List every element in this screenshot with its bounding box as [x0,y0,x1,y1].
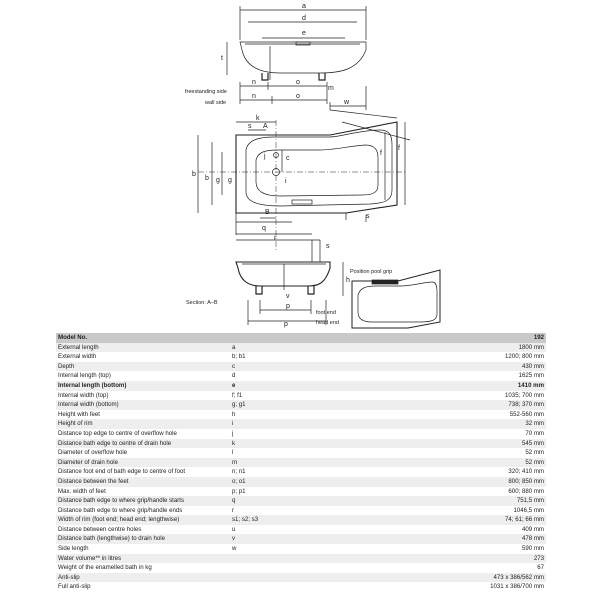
table-row [56,573,546,583]
dim-q: q [262,225,266,232]
table-row [56,371,546,381]
dim-j: j [264,153,266,160]
cell-value: 1035; 700 mm [430,391,546,401]
spec-table-body [56,333,546,592]
cell-value: 1031 x 386/700 mm [430,582,546,592]
dim-r: r [274,235,277,242]
cell-value: 74; 61; 66 mm [430,515,546,525]
dim-c: c [286,155,290,162]
cell-value: 273 [430,554,546,564]
table-row [56,467,546,477]
cell-name: Distance between the feet [56,477,230,487]
cell-value: 1625 mm [430,371,546,381]
cell-sym: g; g1 [230,400,430,410]
dim-a: a [302,3,306,10]
dim-w: w [344,99,350,106]
cell-sym [230,563,430,573]
cell-sym: k [230,439,430,449]
cell-value: 32 mm [430,419,546,429]
cell-name: Internal length (top) [56,371,230,381]
table-row [56,496,546,506]
dim-f1: f [398,145,400,152]
cell-name: External length [56,343,230,353]
dim-B: B [265,209,270,216]
table-row [56,400,546,410]
table-row [56,477,546,487]
table-row [56,391,546,401]
cell-sym: f; f1 [230,391,430,401]
cell-name: Water volume** in litres [56,554,230,564]
header-sym [230,333,430,343]
cell-value: 552-560 mm [430,410,546,420]
cell-name: Diameter of drain hole [56,458,230,468]
cell-value: 52 mm [430,448,546,458]
cell-sym: b; b1 [230,352,430,362]
cell-name: Width of rim (foot end; head end; lengthwise) [56,515,230,525]
dim-p: p [286,303,290,310]
table-row [56,343,546,353]
table-row [56,419,546,429]
dim-h: h [346,277,350,284]
dim-s3: s [326,243,330,250]
cell-name: Distance bath edge to centre of drain hole [56,439,230,449]
dim-b: b [192,171,196,178]
dim-b1: b [205,175,209,182]
cell-value: 70 mm [430,429,546,439]
dim-o1: o [296,93,300,100]
table-row [56,534,546,544]
dim-t: t [221,55,223,62]
cell-name: Internal width (bottom) [56,400,230,410]
cell-name: Distance bath edge to where grip/handle ends [56,506,230,516]
cell-sym: a [230,343,430,353]
cell-value: 800; 850 mm [430,477,546,487]
cell-value: 1410 mm [430,381,546,391]
cell-name: Distance top edge to centre of overflow hole [56,429,230,439]
cell-sym: w [230,544,430,554]
cell-value: 430 mm [430,362,546,372]
cell-sym [230,582,430,592]
cell-value: 67 [430,563,546,573]
wall-side-label: wall side [205,100,227,106]
head-end-label: head end [316,320,339,326]
dim-k: k [256,115,260,122]
cell-sym: j [230,429,430,439]
cell-value: 1046,5 mm [430,506,546,516]
cell-name: Weight of the enamelled bath in kg [56,563,230,573]
dim-g1: g [228,177,232,184]
cell-sym: o; o1 [230,477,430,487]
header-name: Model No. [56,333,230,343]
table-row [56,506,546,516]
table-row [56,563,546,573]
dim-p1: p [284,321,288,328]
cell-sym: u [230,525,430,535]
table-row [56,525,546,535]
table-header-row [56,333,546,343]
cell-sym: d [230,371,430,381]
foot-end-label: foot end [316,310,336,316]
cell-name: Distance foot end of bath edge to centre of foot [56,467,230,477]
dim-f: f [380,150,382,157]
cell-name: Internal length (bottom) [56,381,230,391]
table-row [56,381,546,391]
dim-d: d [302,15,306,22]
table-row [56,544,546,554]
cell-value: 1200; 800 mm [430,352,546,362]
table-row [56,582,546,592]
cell-name: Max. width of feet [56,487,230,497]
cell-sym: q [230,496,430,506]
cell-value: 600; 880 mm [430,487,546,497]
cell-sym: c [230,362,430,372]
table-row [56,410,546,420]
dim-m: m [328,85,334,92]
cell-name: External width [56,352,230,362]
cell-sym: p; p1 [230,487,430,497]
cell-value: 409 mm [430,525,546,535]
cell-name: Internal width (top) [56,391,230,401]
cell-name: Side length [56,544,230,554]
cell-name: Full anti-slip [56,582,230,592]
cell-sym: v [230,534,430,544]
position-pool-grip-label: Position pool grip [350,269,393,275]
table-row [56,515,546,525]
cell-name: Depth [56,362,230,372]
cell-sym: s1; s2; s3 [230,515,430,525]
dim-v: v [286,293,290,300]
table-row [56,458,546,468]
dim-i: i [285,178,287,185]
table-row [56,429,546,439]
freestanding-side-label: freestanding side [185,89,227,95]
dim-g: g [216,177,220,184]
cell-value: 751,5 mm [430,496,546,506]
table-row [56,362,546,372]
cell-sym: h [230,410,430,420]
cell-value: 1800 mm [430,343,546,353]
cell-sym: l [230,448,430,458]
cell-sym [230,573,430,583]
dim-n: n [252,79,256,86]
cell-sym: r [230,506,430,516]
cell-value: 545 mm [430,439,546,449]
cell-name: Height with feet [56,410,230,420]
dim-s2: s [366,213,370,220]
header-model-value: 192 [430,333,546,343]
table-row [56,554,546,564]
table-row [56,487,546,497]
cell-sym: i [230,419,430,429]
cell-name: Distance bath edge to where grip/handle starts [56,496,230,506]
table-row [56,448,546,458]
dim-A: A [263,123,268,130]
section-caption: Section: A–B [186,300,218,306]
table-row [56,352,546,362]
cell-name: Distance between centre holes [56,525,230,535]
cell-value: 738; 370 mm [430,400,546,410]
cell-name: Diameter of overflow hole [56,448,230,458]
cell-value: 320; 410 mm [430,467,546,477]
cell-sym [230,554,430,564]
table-row [56,439,546,449]
cell-name: Anti-slip [56,573,230,583]
cell-value: 52 mm [430,458,546,468]
dim-n1: n [252,93,256,100]
dim-o: o [296,79,300,86]
cell-name: Distance bath (lengthwise) to drain hole [56,534,230,544]
cell-sym: n; n1 [230,467,430,477]
dim-e: e [302,30,306,37]
pool-grip-inset [352,270,440,328]
spec-table [56,333,546,592]
cell-value: 473 x 386/562 mm [430,573,546,583]
cell-value: 590 mm [430,544,546,554]
cell-value: 478 mm [430,534,546,544]
dim-s1: s [248,123,252,130]
cell-sym: m [230,458,430,468]
cell-sym: e [230,381,430,391]
cell-name: Height of rim [56,419,230,429]
